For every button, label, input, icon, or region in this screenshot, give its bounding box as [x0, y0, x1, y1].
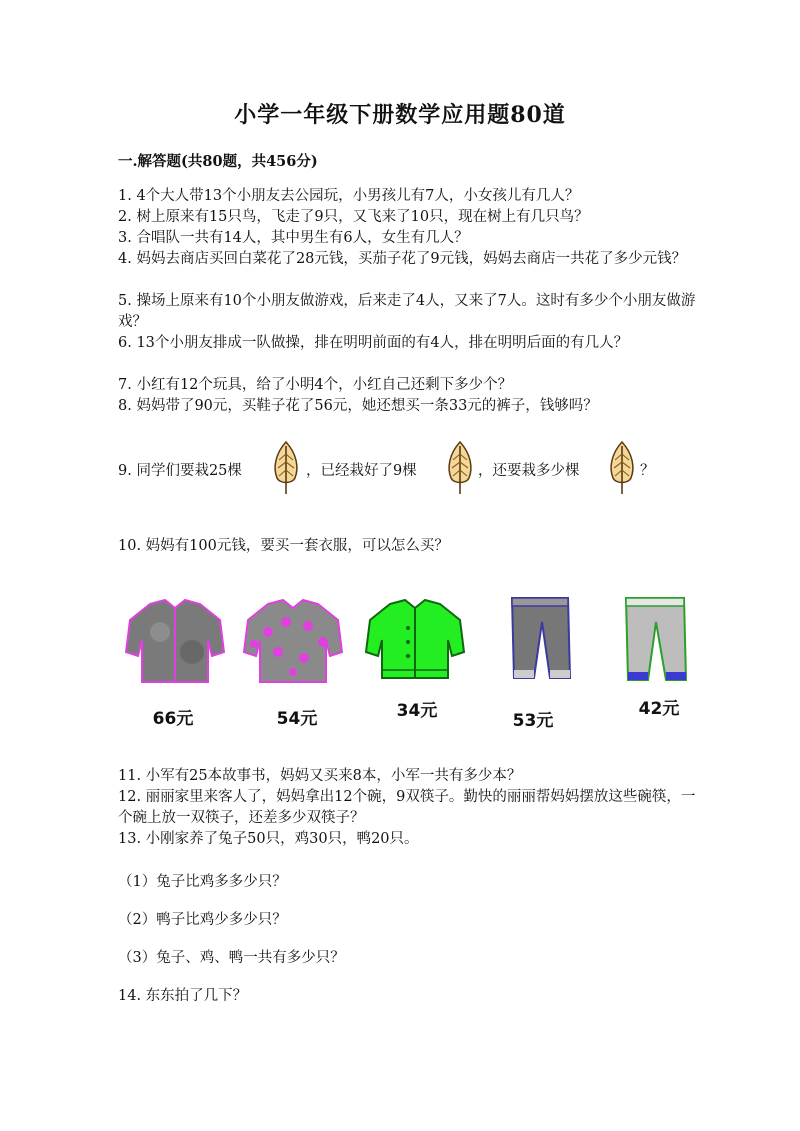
clothing-item [600, 592, 710, 732]
gray-pants-icon [488, 592, 598, 692]
light-pants-icon [600, 592, 710, 692]
price-label: 53元 [512, 711, 554, 731]
question-13-sub-2: （2）鸭子比鸡少多少只？ [118, 912, 287, 928]
question-6: 6. 13个小朋友排成一队做操，排在明明前面的有4人，排在明明后面的有几人？ [118, 335, 629, 351]
section-heading: 一.解答题(共80题，共456分) [118, 153, 318, 170]
question-9 [118, 440, 718, 500]
question-14: 14. 东东拍了几下？ [118, 988, 248, 1004]
question-4: 4. 妈妈去商店买回白菜花了28元钱，买茄子花了9元钱，妈妈去商店一共花了多少元钱？ [118, 251, 687, 267]
price-label: 54元 [276, 709, 318, 729]
question-3: 3. 合唱队一共有14人，其中男生有6人，女生有几人？ [118, 230, 469, 246]
tree-icon [271, 440, 301, 496]
clothing-item [120, 592, 230, 732]
clothing-item [238, 592, 348, 732]
tree-icon [445, 440, 475, 496]
price-label: 34元 [396, 701, 438, 721]
question-10: 10. 妈妈有100元钱，要买一套衣服，可以怎么买？ [118, 538, 449, 554]
clothing-item [360, 592, 470, 732]
question-13: 13. 小刚家养了兔子50只，鸡30只，鸭20只。 [118, 831, 419, 847]
clothing-item [488, 592, 598, 732]
question-13-sub-1: （1）兔子比鸡多多少只？ [118, 874, 287, 890]
question-9-part4: ？ [640, 463, 655, 479]
question-9-part1: 9. 同学们要栽25棵 [118, 463, 242, 479]
question-9-part2: ，已经栽好了9棵 [306, 463, 417, 479]
question-5: 5. 操场上原来有10个小朋友做游戏，后来走了4人，又来了7人。这时有多少个小朋友做游戏？ [118, 293, 696, 330]
green-jacket-icon [360, 592, 470, 692]
price-label: 42元 [638, 699, 680, 719]
question-7: 7. 小红有12个玩具，给了小明4个，小红自己还剩下多少个？ [118, 377, 513, 393]
question-11: 11. 小军有25本故事书，妈妈又买来8本，小军一共有多少本？ [118, 768, 522, 784]
gray-jacket-icon [120, 592, 230, 692]
question-13-sub-3: （3）兔子、鸡、鸭一共有多少只？ [118, 950, 345, 966]
spotted-jacket-icon [238, 592, 348, 692]
question-2: 2. 树上原来有15只鸟，飞走了9只，又飞来了10只，现在树上有几只鸟？ [118, 209, 589, 225]
question-9-part3: ，还要栽多少棵 [478, 463, 580, 479]
clothes-row [120, 592, 700, 732]
tree-icon [607, 440, 637, 496]
price-label: 66元 [152, 709, 194, 729]
page-title: 小学一年级下册数学应用题80道 [234, 102, 566, 128]
question-1: 1. 4个大人带13个小朋友去公园玩，小男孩儿有7人，小女孩儿有几人？ [118, 188, 580, 204]
question-8: 8. 妈妈带了90元，买鞋子花了56元，她还想买一条33元的裤子，钱够吗？ [118, 398, 598, 414]
question-12: 12. 丽丽家里来客人了，妈妈拿出12个碗，9双筷子。勤快的丽丽帮妈妈摆放这些碗筷，一个碗上放一双筷子，还差多少双筷子？ [118, 789, 696, 826]
